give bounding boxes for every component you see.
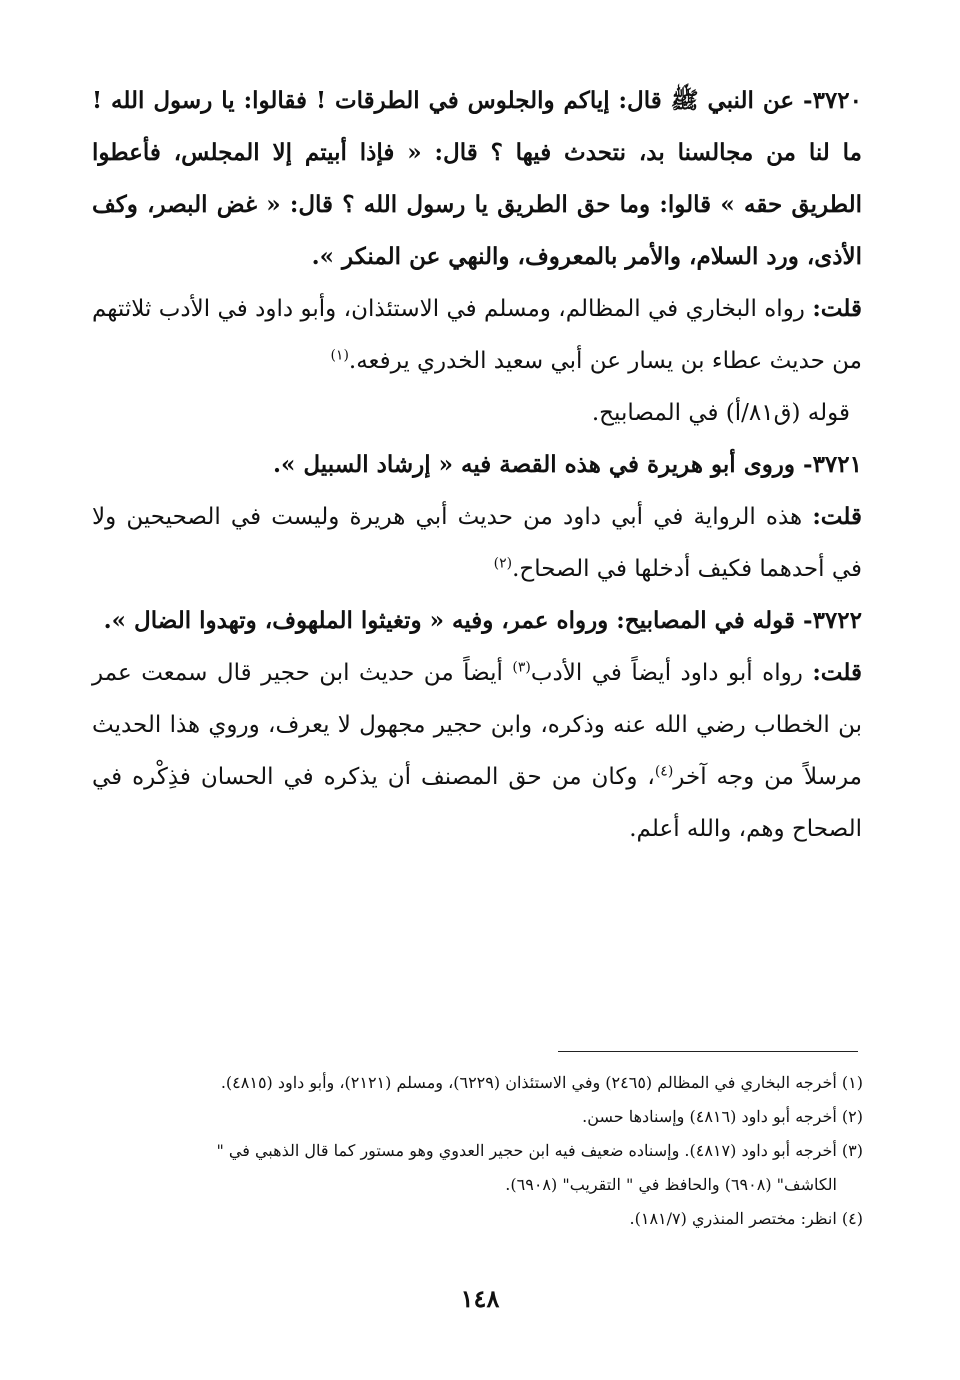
footnote-3-line-2: الكاشف" (٦٩٠٨) والحافظ في " التقريب" (٦٩٠٨). [505, 1175, 837, 1194]
masabih-note [92, 387, 862, 439]
comment-3721 [92, 491, 862, 595]
footnote-ref-3: (٣) [512, 659, 531, 676]
footnote-3 [85, 1134, 863, 1202]
comment-3720-text: رواه البخاري في المظالم، ومسلم في الاستئذان، وأبو داود في الأدب ثلاثتهم من حديث عطاء بن يسار عن أبي سعيد الخدري يرفعه. [92, 296, 862, 374]
hadith-3722-text: ٣٧٢٢- قوله في المصابيح: ورواه عمر، وفيه « وتغيثوا الملهوف، وتهدوا الضال ». [103, 607, 862, 634]
footnote-ref-4: (٤) [654, 763, 674, 780]
hadith-3721-text: ٣٧٢١- وروى أبو هريرة في هذه القصة فيه « إرشاد السبيل ». [273, 451, 862, 478]
comment-3720 [92, 283, 862, 387]
comment-label: قلت: [812, 503, 862, 530]
page-number: ١٤٨ [460, 1284, 500, 1313]
comment-label: قلت: [812, 295, 862, 322]
masabih-note-text: قوله (ق٨١/أ) في المصابيح. [591, 400, 850, 426]
hadith-3720 [92, 75, 862, 283]
footnote-separator [558, 1051, 858, 1052]
footnote-ref-2: (٢) [493, 555, 513, 572]
footnote-3-line-1: (٣) أخرجه أبو داود (٤٨١٧). وإسناده ضعيف فيه ابن حجير العدوي وهو مستور كما قال الذهبي في " [216, 1141, 863, 1160]
main-text [92, 75, 862, 855]
hadith-3721 [92, 439, 862, 491]
footnote-4: (٤) انظر: مختصر المنذري (١٨١/٧). [629, 1209, 863, 1228]
comment-3722 [92, 647, 862, 855]
hadith-3720-text: ٣٧٢٠- عن النبي ﷺ قال: إياكم والجلوس في الطرقات ! فقالوا: يا رسول الله ! ما لنا من مجالسنا بد، نتحدث فيها ؟ قال: « فإذا أبيتم إلا المجلس، فأعطوا الطريق حقه » قالوا: وما حق الطريق يا رسول الله ؟ قال: « غض البصر، وكف الأذى، ورد السلام، والأمر بالمعروف، والنهي عن المنكر ». [92, 87, 862, 270]
footnote-ref-1: (١) [330, 347, 349, 364]
footnote-2: (٢) أخرجه أبو داود (٤٨١٦) وإسنادها حسن. [582, 1107, 863, 1126]
comment-label: قلت: [812, 659, 862, 686]
comment-3721-text: هذه الرواية في أبي داود من حديث أبي هريرة وليست في الصحيحين ولا في أحدهما فكيف أدخلها في الصحاح. [92, 504, 862, 582]
footnote-1: (١) أخرجه البخاري في المظالم (٢٤٦٥) وفي الاستئذان (٦٢٢٩)، ومسلم (٢١٢١)، وأبو داود (٤٨١٥). [220, 1073, 863, 1092]
comment-3722-text-a: رواه أبو داود أيضاً في الأدب [530, 660, 813, 686]
footnotes [85, 1066, 863, 1236]
comment-3722-text-c: ، وكان من حق المصنف أن يذكره في الحسان فذِكْره في الصحاح وهم، والله أعلم. [92, 764, 862, 842]
comment-3722-text-b: أيضاً من حديث ابن حجير قال سمعت عمر بن الخطاب رضي الله عنه وذكره، وابن حجير مجهول لا يعرف، وروي هذا الحديث مرسلاً من وجه آخر [92, 660, 862, 790]
hadith-3722 [92, 595, 862, 647]
